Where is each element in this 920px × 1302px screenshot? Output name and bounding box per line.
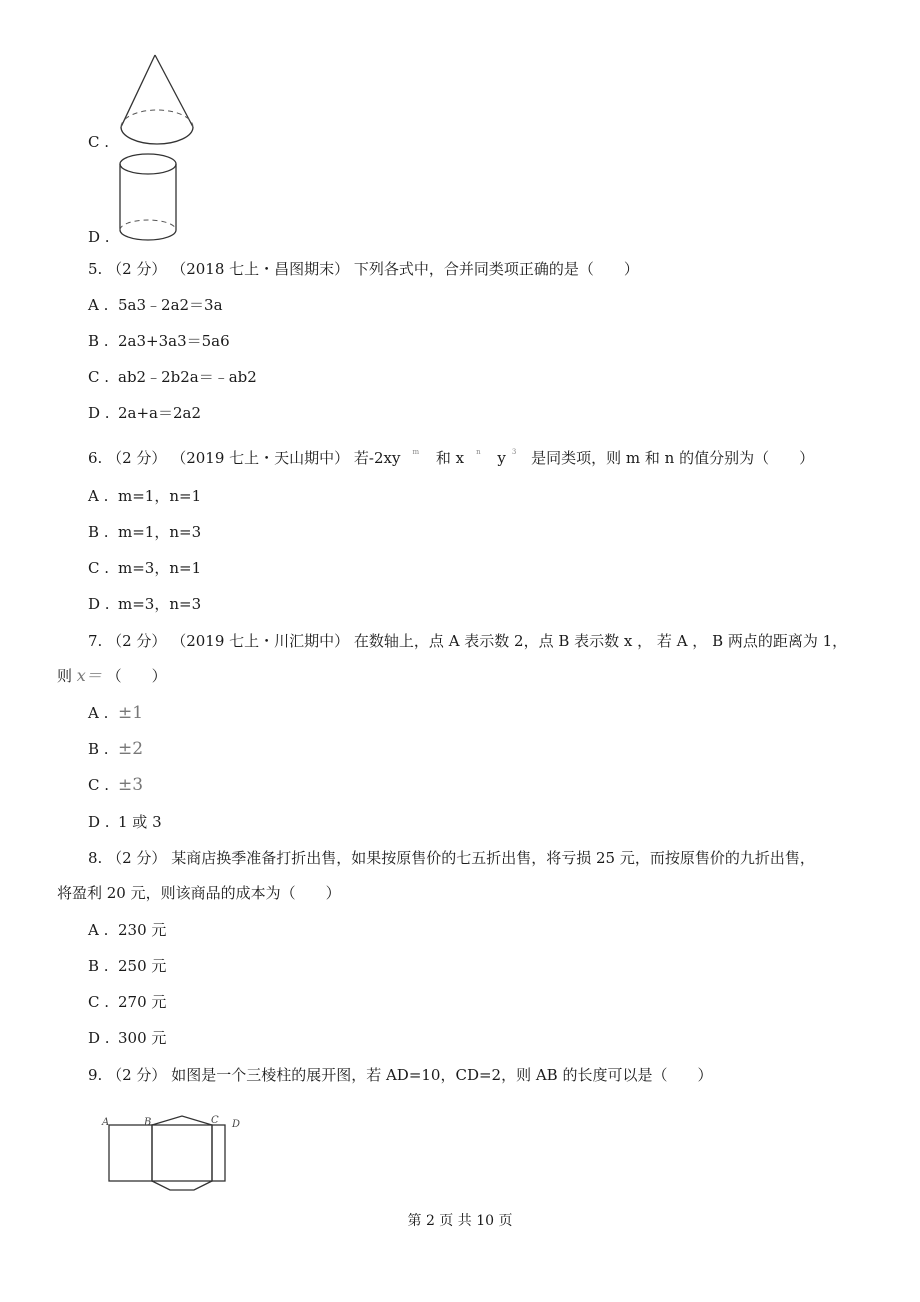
option-text: ±3: [118, 775, 144, 795]
option-label: A .: [88, 296, 109, 314]
q8-option-b[interactable]: [88, 957, 166, 975]
q6-source: （2019 七上・天山期中）: [171, 449, 350, 467]
q7-source: （2019 七上・川汇期中）: [171, 632, 350, 650]
option-text: m=1，n=1: [118, 487, 202, 505]
q5-source: （2018 七上・昌图期末）: [171, 260, 350, 278]
q6-number: 6.: [88, 449, 103, 467]
q5-option-b[interactable]: [88, 332, 230, 350]
option-label: D .: [88, 404, 110, 422]
figure-label-d: D: [232, 1119, 241, 1130]
question-7-line2: [57, 667, 167, 685]
option-text: 5a3﹣2a2＝3a: [118, 296, 223, 314]
q6-option-a[interactable]: [88, 487, 201, 505]
option-text: ab2﹣2b2a＝﹣ab2: [118, 368, 257, 386]
cylinder-figure: [115, 150, 185, 245]
q7-option-a[interactable]: [88, 704, 143, 722]
option-text: m=1，n=3: [118, 523, 202, 541]
q5-option-a[interactable]: [88, 296, 223, 314]
option-label: B .: [88, 740, 109, 758]
figure-label-a: A: [102, 1117, 110, 1128]
q8-line2: 将盈利 20 元，则该商品的成本为（ ）: [57, 884, 341, 902]
cone-figure: [115, 52, 200, 148]
option-text: ±1: [118, 703, 144, 723]
q8-score: （2 分）: [107, 849, 167, 867]
q5-option-c[interactable]: [88, 368, 257, 386]
option-label: C .: [88, 993, 110, 1011]
q7-formula: x＝: [76, 666, 102, 685]
option-label: A .: [88, 487, 109, 505]
option-label: B .: [88, 957, 109, 975]
prism-net-figure: [98, 1110, 258, 1195]
figure-label-c: C: [211, 1115, 219, 1126]
question-9: [88, 1066, 712, 1084]
question-8: [88, 849, 815, 867]
option-label: C .: [88, 776, 110, 794]
figure-label-b: B: [144, 1117, 152, 1128]
q5-stem: 下列各式中，合并同类项正确的是（ ）: [353, 260, 639, 278]
option-text: m=3，n=3: [118, 595, 202, 613]
q8-stem: 某商店换季准备打折出售，如果按原售价的七五折出售，将亏损 25 元，而按原售价的九折出售，: [171, 849, 815, 867]
option-text: 270 元: [118, 993, 167, 1011]
option-label: C .: [88, 559, 110, 577]
q5-option-d[interactable]: [88, 404, 201, 422]
option-text: 250 元: [118, 957, 167, 975]
q6-stem-d: 是同类项，则 m 和 n 的值分别为（ ）: [531, 449, 815, 467]
q8-option-d[interactable]: [88, 1029, 166, 1047]
option-text: 1 或 3: [118, 813, 162, 831]
option-label: A .: [88, 921, 109, 939]
q6-option-b[interactable]: [88, 523, 201, 541]
option-text: m=3，n=1: [118, 559, 202, 577]
q5-number: 5.: [88, 260, 103, 278]
option-label: D .: [88, 1029, 110, 1047]
q6-option-c[interactable]: [88, 559, 201, 577]
q4-option-d-label[interactable]: D .: [88, 228, 110, 246]
q7-option-c[interactable]: [88, 776, 143, 794]
q4-option-c-label[interactable]: C .: [88, 133, 110, 151]
q9-stem: 如图是一个三棱柱的展开图，若 AD=10，CD=2，则 AB 的长度可以是（ ）: [171, 1066, 713, 1084]
q6-stem-a: 若-2xy: [353, 449, 401, 467]
q6-sup-3: 3: [511, 448, 517, 456]
q6-stem-c: y: [497, 449, 506, 467]
option-label: B .: [88, 332, 109, 350]
q5-score: （2 分）: [107, 260, 167, 278]
q7-score: （2 分）: [107, 632, 167, 650]
q7-stem: 在数轴上，点 A 表示数 2，点 B 表示数 x ， 若 A ， B 两点的距离为 1，: [353, 632, 848, 650]
option-label: B .: [88, 523, 109, 541]
q6-sup-n: n: [476, 448, 481, 456]
q8-number: 8.: [88, 849, 103, 867]
question-6: [88, 449, 814, 470]
q7-option-b[interactable]: [88, 740, 143, 758]
q8-option-a[interactable]: [88, 921, 166, 939]
q7-line2-suffix: （ ）: [106, 667, 167, 685]
q6-option-d[interactable]: [88, 595, 201, 613]
question-7: [88, 632, 847, 650]
page-footer: 第 2 页 共 10 页: [407, 1213, 513, 1229]
option-label: C .: [88, 368, 110, 386]
option-label: D .: [88, 595, 110, 613]
option-label: D .: [88, 813, 110, 831]
q7-number: 7.: [88, 632, 103, 650]
q6-sup-m: m: [412, 448, 420, 456]
question-5: [88, 260, 639, 278]
q7-line2-prefix: 则: [57, 667, 73, 685]
option-text: 2a3+3a3＝5a6: [118, 332, 230, 350]
q8-option-c[interactable]: [88, 993, 166, 1011]
q6-stem-b: 和 x: [435, 449, 465, 467]
q7-option-d[interactable]: [88, 813, 162, 831]
option-text: 2a+a＝2a2: [118, 404, 202, 422]
q6-score: （2 分）: [107, 449, 167, 467]
option-text: 300 元: [118, 1029, 167, 1047]
q9-score: （2 分）: [107, 1066, 167, 1084]
q9-number: 9.: [88, 1066, 103, 1084]
option-text: 230 元: [118, 921, 167, 939]
option-label: A .: [88, 704, 109, 722]
option-text: ±2: [118, 739, 144, 759]
